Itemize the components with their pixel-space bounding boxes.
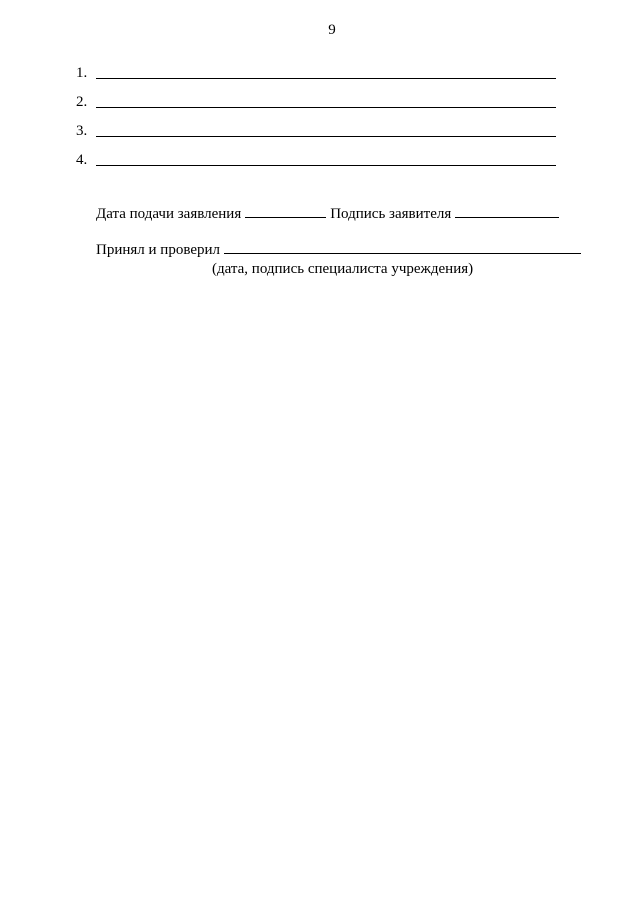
list-item-number: 4.: [76, 152, 88, 168]
applicant-signature-blank: [455, 205, 559, 218]
accepted-checked-blank: [224, 241, 581, 254]
list-item: [76, 64, 556, 84]
submission-date-label: Дата подачи заявления: [96, 206, 242, 222]
list-item-blank-line: [96, 107, 556, 108]
list-item-blank-line: [96, 78, 556, 79]
signature-row: [96, 205, 559, 223]
list-item: [76, 122, 556, 142]
page-number: 9: [328, 22, 336, 38]
accepted-checked-label: Принял и проверил: [96, 242, 220, 258]
list-item-blank-line: [96, 165, 556, 166]
applicant-signature-label: Подпись заявителя: [330, 206, 452, 222]
accepted-row: [96, 241, 581, 259]
list-item-number: 2.: [76, 94, 88, 110]
list-item-number: 1.: [76, 65, 88, 81]
list-item-blank-line: [96, 136, 556, 137]
list-item: [76, 93, 556, 113]
specialist-caption: (дата, подпись специалиста учреждения): [212, 261, 474, 277]
submission-date-blank: [245, 205, 326, 218]
list-item-number: 3.: [76, 123, 88, 139]
list-item: [76, 151, 556, 171]
